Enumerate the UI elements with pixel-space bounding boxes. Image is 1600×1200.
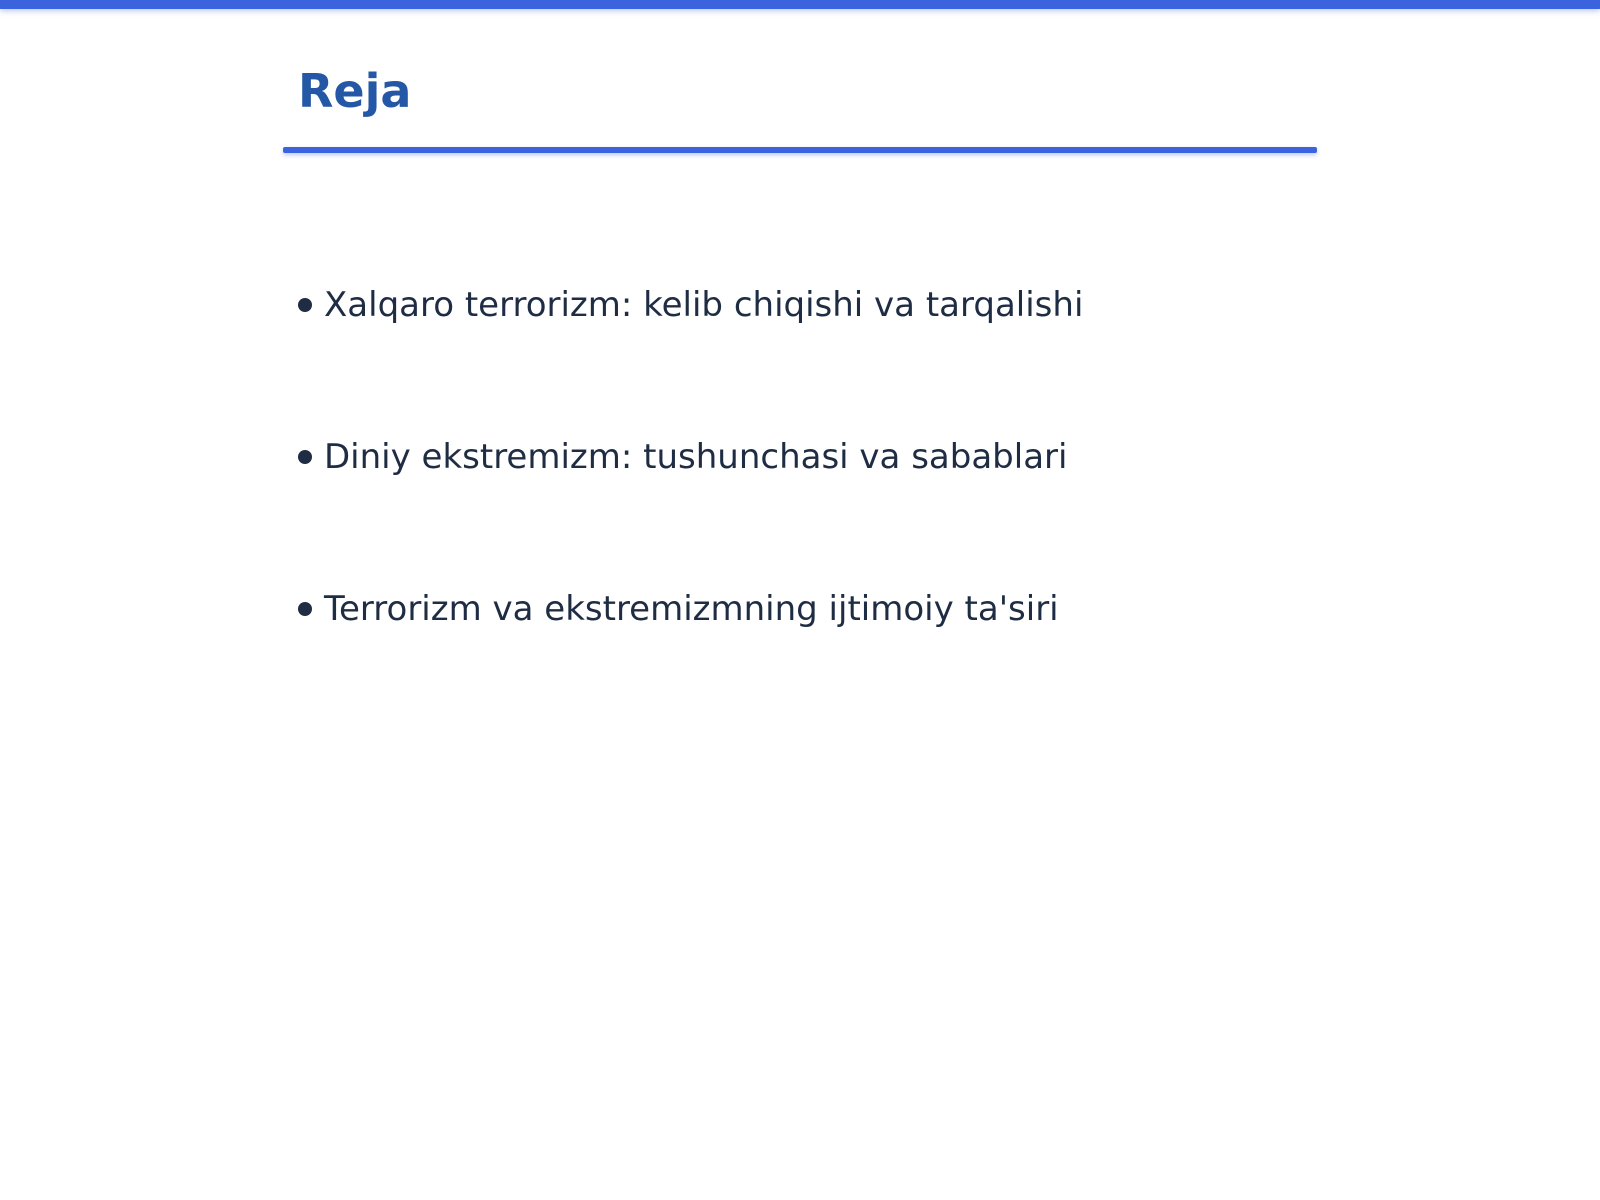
bullet-dot-icon	[298, 602, 312, 616]
bullet-list	[298, 280, 1083, 736]
bullet-dot-icon	[298, 298, 312, 312]
bullet-text: Terrorizm va ekstremizmning ijtimoiy ta'siri	[324, 588, 1059, 629]
bullet-text: Diniy ekstremizm: tushunchasi va sabablari	[324, 436, 1068, 477]
list-item	[298, 432, 1083, 482]
bullet-dot-icon	[298, 450, 312, 464]
top-accent-bar	[0, 0, 1600, 9]
slide-title: Reja	[298, 64, 412, 118]
list-item	[298, 280, 1083, 330]
list-item	[298, 584, 1083, 634]
title-underline	[283, 147, 1317, 153]
bullet-text: Xalqaro terrorizm: kelib chiqishi va tarqalishi	[324, 284, 1084, 325]
